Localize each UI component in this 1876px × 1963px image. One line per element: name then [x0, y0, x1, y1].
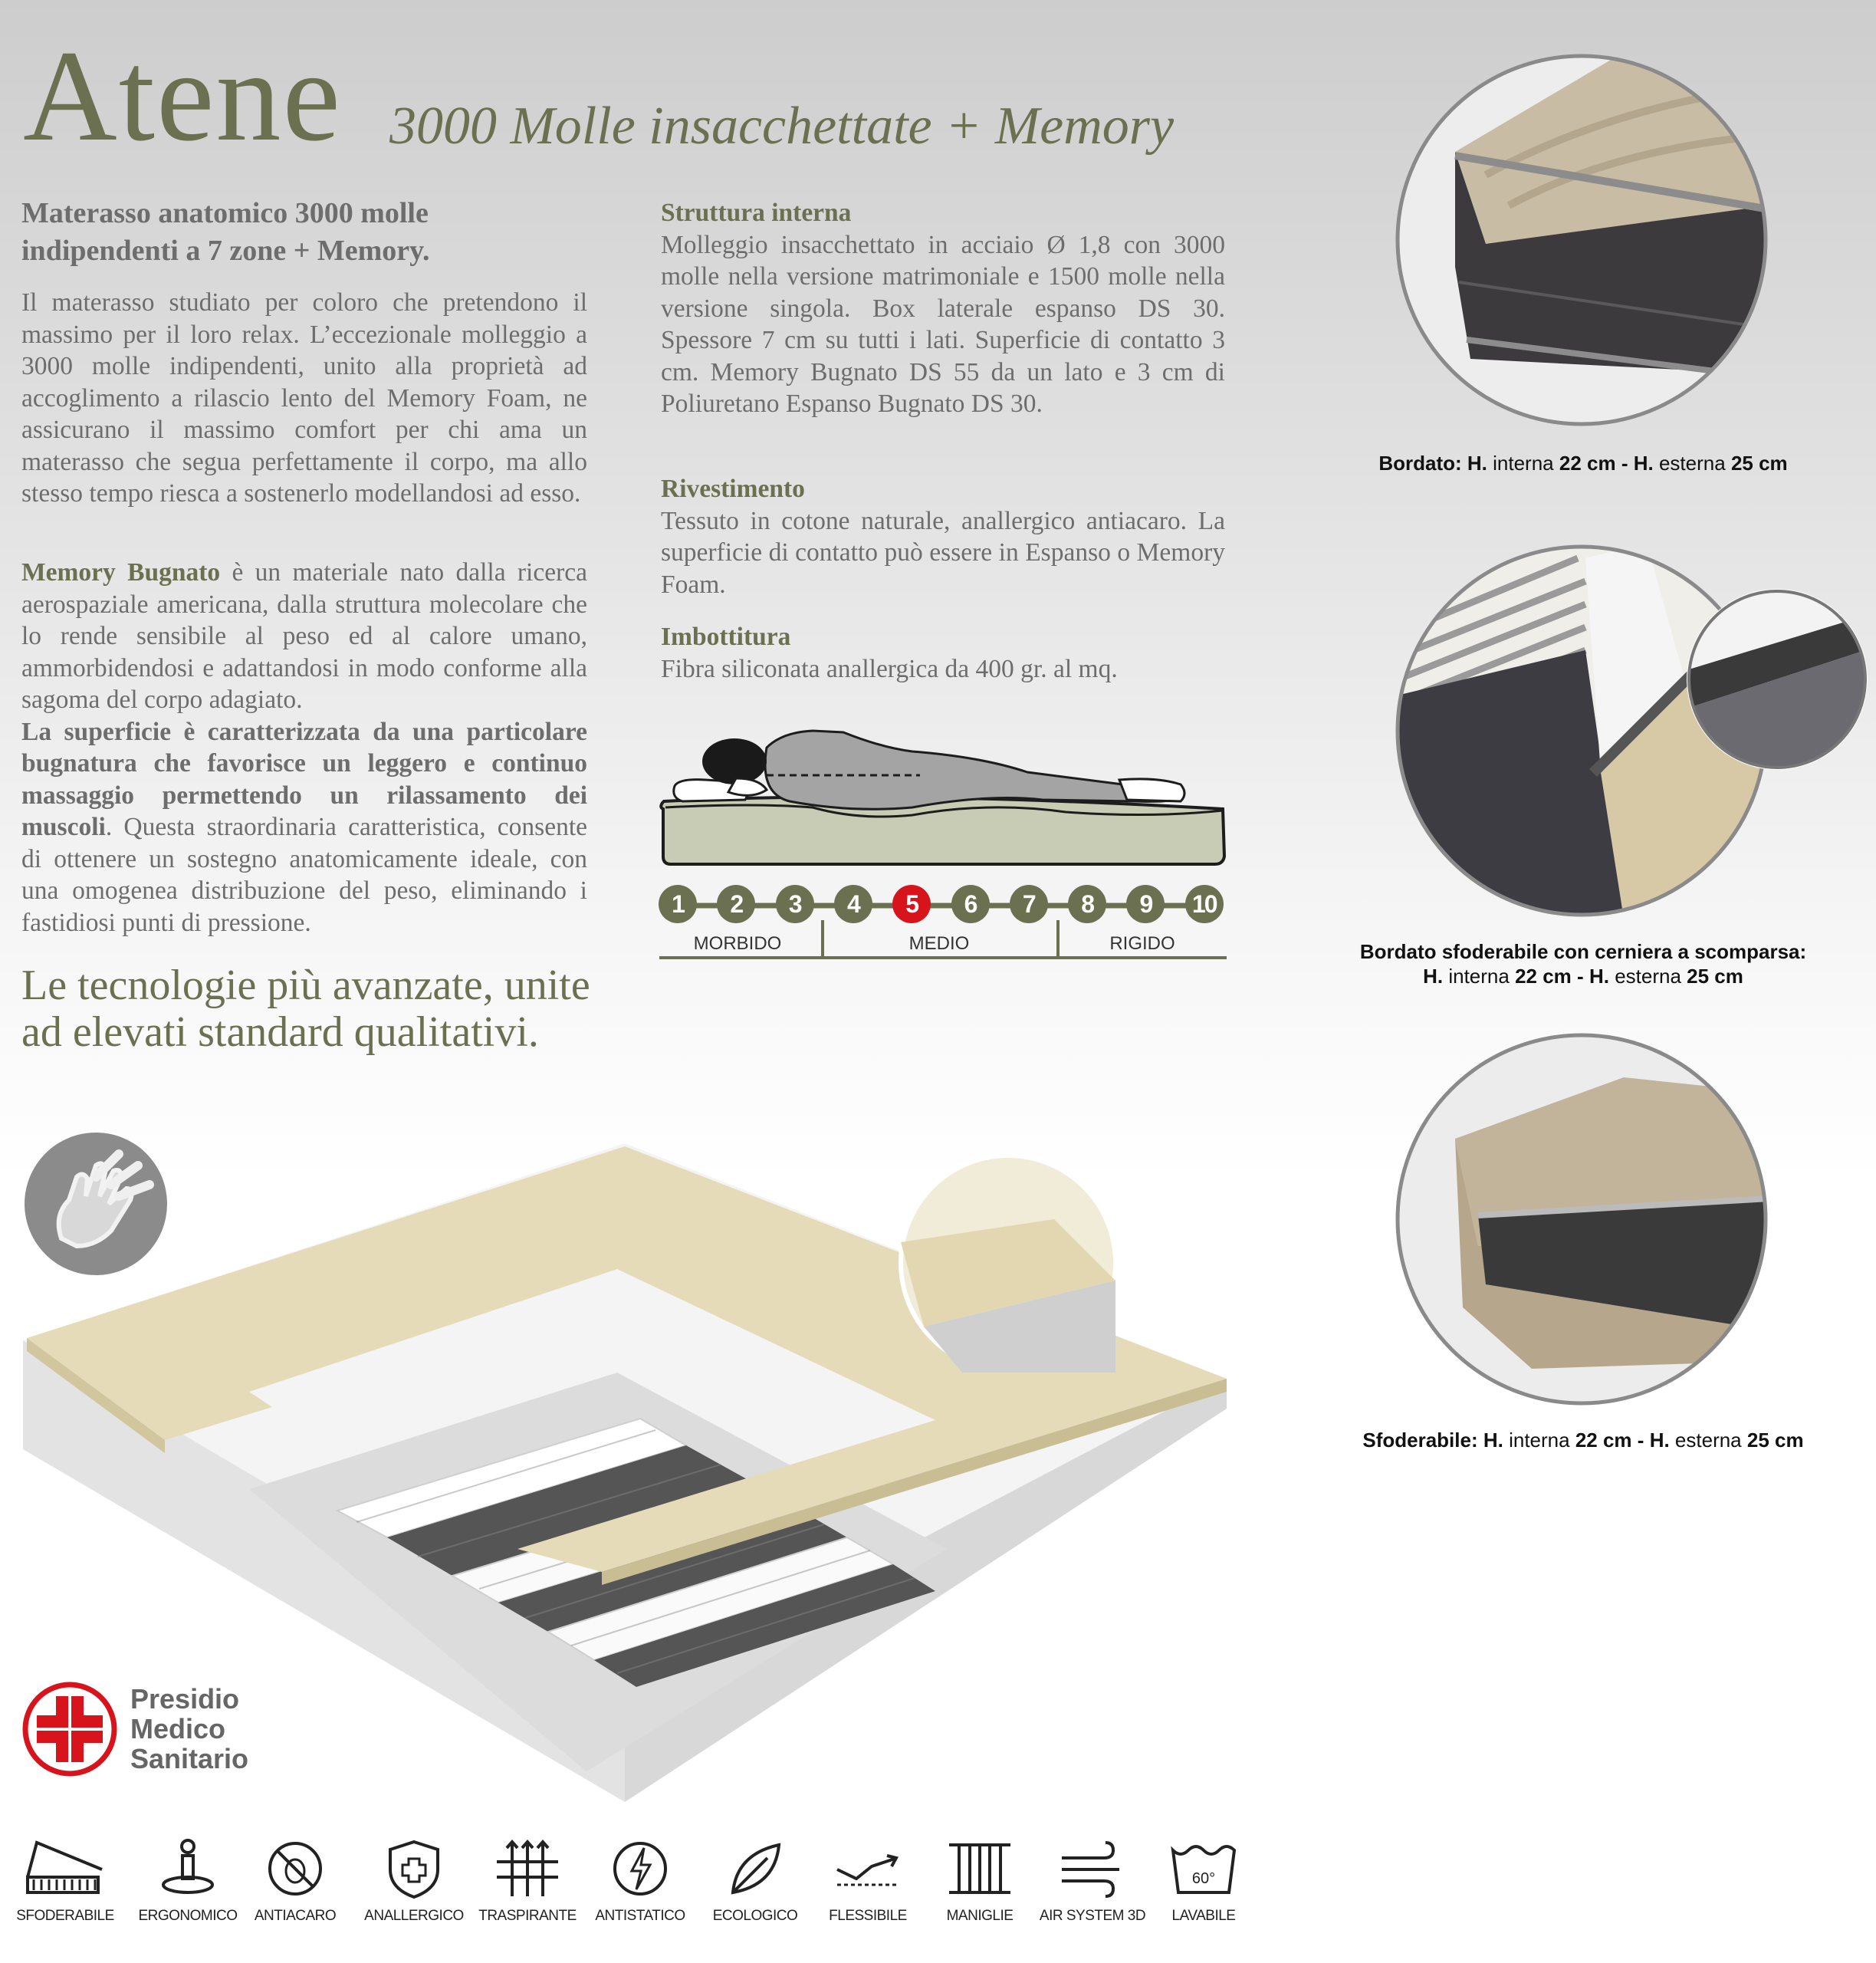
memory-text-1: è un materiale nato dalla ricerca aerospaziale americana, dalla struttura molecolare che lo rende sensibile al peso ed al calore umano, ammorbidendosi e adattandosi in modo conforme alla sagoma del corpo adagiato.	[21, 558, 588, 714]
breathable-arrows-icon	[493, 1839, 562, 1899]
feature-ergonomico	[134, 1839, 241, 1925]
feature-air-system	[1039, 1839, 1146, 1925]
caption-zip: Bordato sfoderabile con cerniera a scomparsa: H. interna 22 cm - H. esterna 25 cm	[1359, 940, 1807, 988]
feature-anallergico	[360, 1839, 468, 1925]
firmness-level-4: 4	[834, 885, 872, 923]
wind-icon	[1058, 1839, 1127, 1899]
memory-text-2: . Questa straordinaria caratteristica, consente di ottenere un sostegno anatomicamente ideale, con una omogenea distribuzione del peso, eliminando i fastidiosi punti di pressione.	[21, 813, 587, 937]
memory-paragraph	[21, 557, 587, 939]
certification-line-3: Sanitario	[130, 1743, 249, 1774]
certification-text	[130, 1684, 248, 1774]
feature-label: AIR SYSTEM 3D	[1039, 1908, 1146, 1924]
firmness-level-8: 8	[1068, 885, 1106, 923]
caption-bordato: Bordato: H. interna 22 cm - H. esterna 25 cm	[1378, 452, 1788, 475]
firmness-scale	[659, 883, 1227, 968]
firmness-level-6: 6	[951, 885, 990, 923]
feature-label: FLESSIBILE	[829, 1908, 907, 1924]
zip-photo	[1394, 543, 1871, 919]
padding-section	[661, 621, 1225, 685]
no-mites-icon	[265, 1839, 325, 1899]
product-subtitle: 3000 Molle insacchettate + Memory	[389, 97, 1175, 156]
feature-label: ERGONOMICO	[138, 1908, 238, 1924]
firmness-level-7: 7	[1010, 885, 1048, 923]
feature-label: TRASPIRANTE	[478, 1908, 577, 1924]
feature-sfoderabile	[11, 1839, 119, 1925]
medical-cross-icon	[21, 1681, 118, 1777]
feature-label: ECOLOGICO	[712, 1908, 798, 1924]
firmness-level-3: 3	[776, 885, 814, 923]
intro-paragraph: Il materasso studiato per coloro che pretendono il massimo per il loro relax. L’eccezionale molleggio a 3000 molle indipendenti, unito alla proprietà ad accoglimento a rilascio lento del Memory Foam, ne assicurano il massimo comfort per chi ama un materasso che segua perfettamente il corpo, ma allo stesso tempo riesca a sostenerlo modellandosi ad esso.	[21, 288, 587, 508]
feature-label: ANALLERGICO	[364, 1908, 464, 1924]
wash-temperature: 60°	[1191, 1870, 1216, 1887]
feature-label: ANTISTATICO	[595, 1908, 685, 1924]
caption-sfoderabile: Sfoderabile: H. interna 22 cm - H. esterna 25 cm	[1362, 1429, 1804, 1452]
bordato-photo	[1394, 52, 1769, 428]
padding-text: Fibra siliconata anallergica da 400 gr. al mq.	[661, 654, 1118, 683]
padding-title: Imbottitura	[661, 623, 791, 651]
handles-icon	[945, 1839, 1014, 1899]
zone-soft-label: MORBIDO	[693, 933, 782, 954]
shield-cross-icon	[384, 1839, 444, 1899]
feature-lavabile	[1150, 1839, 1257, 1925]
structure-section	[661, 197, 1225, 420]
firmness-level-1: 1	[659, 885, 697, 923]
leaf-icon	[725, 1839, 785, 1899]
feature-maniglie	[926, 1839, 1033, 1925]
feature-label: ANTIACARO	[254, 1908, 337, 1924]
firmness-level-5: 5	[892, 885, 931, 923]
feature-label: MANIGLIE	[946, 1908, 1014, 1924]
ergonomic-person-icon	[158, 1839, 218, 1899]
lightning-circle-icon	[610, 1839, 670, 1899]
wash-tub-icon	[1169, 1839, 1238, 1899]
sfoderabile-photo	[1394, 1031, 1769, 1407]
cover-title: Rivestimento	[661, 475, 805, 503]
slogan: Le tecnologie più avanzate, unite ad elevati standard qualitativi.	[21, 962, 590, 1056]
sleeper-illustration	[659, 717, 1227, 870]
firmness-level-9: 9	[1126, 885, 1165, 923]
product-title: Atene	[23, 24, 342, 168]
zone-medium-label: MEDIO	[908, 933, 970, 954]
structure-text: Molleggio insacchettato in acciaio Ø 1,8 con 3000 molle nella versione matrimoniale e 1500 molle nella versione singola. Box laterale espanso DS 30. Spessore 7 cm su tutti i lati. Superficie di contatto 3 cm. Memory Bugnato DS 55 da un lato e 3 cm di Poliuretano Espanso Bugnato DS 30.	[661, 230, 1225, 418]
certification-line-2: Medico	[130, 1713, 226, 1744]
zone-firm-label: RIGIDO	[1109, 933, 1175, 954]
structure-title: Struttura interna	[661, 199, 852, 227]
intro-heading: Materasso anatomico 3000 molle indipendenti a 7 zone + Memory.	[21, 197, 430, 267]
flex-arrow-icon	[833, 1839, 902, 1899]
feature-antiacaro	[241, 1839, 349, 1925]
feature-ecologico	[701, 1839, 809, 1925]
firmness-level-10: 10	[1185, 885, 1224, 923]
zipper-icon	[21, 1839, 110, 1899]
memory-bold-text: La superficie è caratterizzata da una particolare bugnatura che favorisce un leggero e continuo massaggio permettendo un rilassamento dei muscoli	[21, 717, 587, 841]
cover-text: Tessuto in cotone naturale, anallergico antiacaro. La superficie di contatto può essere in Espanso o Memory Foam.	[661, 506, 1225, 599]
memory-lead: Memory Bugnato	[21, 558, 221, 587]
cover-section	[661, 473, 1225, 600]
feature-antistatico	[586, 1839, 694, 1925]
feature-label: LAVABILE	[1171, 1908, 1236, 1924]
feature-traspirante	[474, 1839, 581, 1925]
firmness-level-2: 2	[717, 885, 755, 923]
certification-line-1: Presidio	[130, 1683, 240, 1715]
feature-label: SFODERABILE	[16, 1908, 114, 1924]
feature-flessibile	[814, 1839, 922, 1925]
